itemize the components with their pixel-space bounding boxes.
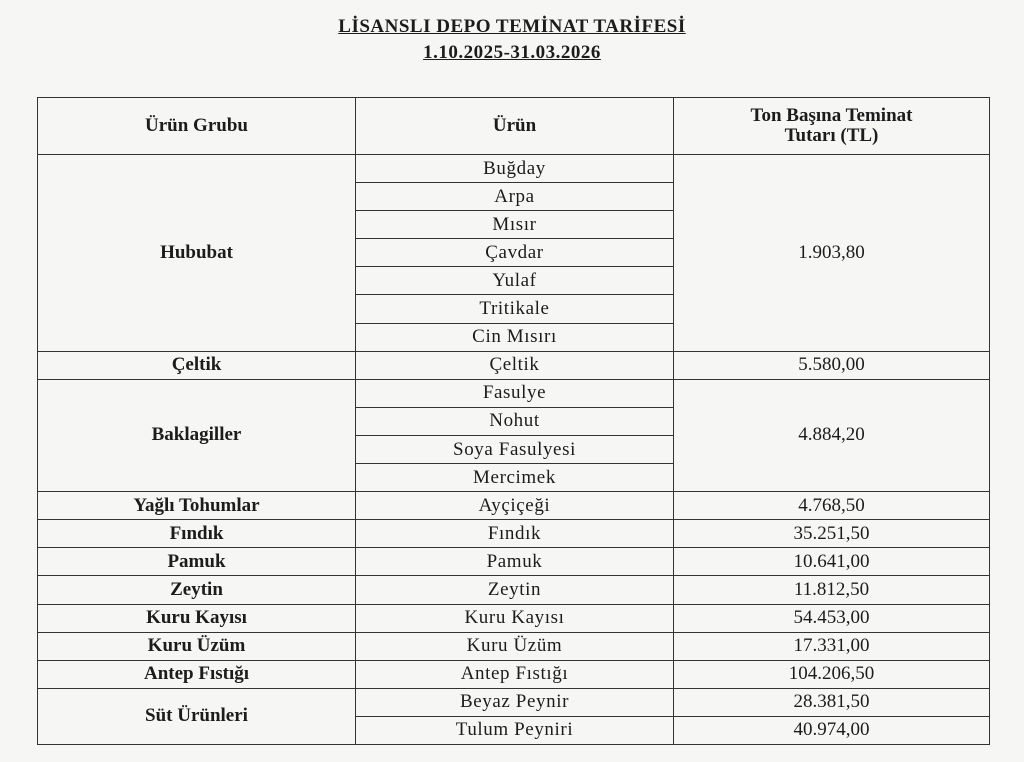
amount-cell: 11.812,50	[674, 576, 990, 604]
product-group-cell: Pamuk	[38, 548, 356, 576]
amount-cell: 10.641,00	[674, 548, 990, 576]
product-cell: Arpa	[356, 183, 674, 211]
table-row	[38, 155, 990, 183]
product-cell: Soya Fasulyesi	[356, 435, 674, 463]
product-cell: Zeytin	[356, 576, 674, 604]
product-group-cell: Yağlı Tohumlar	[38, 492, 356, 520]
product-cell: Tritikale	[356, 295, 674, 323]
amount-cell: 35.251,50	[674, 520, 990, 548]
product-cell: Tulum Peyniri	[356, 716, 674, 744]
amount-cell: 4.768,50	[674, 492, 990, 520]
table-header-row	[38, 98, 990, 155]
product-cell: Nohut	[356, 407, 674, 435]
product-group-cell: Kuru Kayısı	[38, 604, 356, 632]
product-cell: Fasulye	[356, 379, 674, 407]
product-cell: Kuru Üzüm	[356, 632, 674, 660]
product-group-cell: Hububat	[38, 155, 356, 352]
product-group-cell: Süt Ürünleri	[38, 688, 356, 744]
product-group-cell: Çeltik	[38, 351, 356, 379]
product-cell: Çavdar	[356, 239, 674, 267]
table-row	[38, 688, 990, 716]
amount-cell: 5.580,00	[674, 351, 990, 379]
table-row	[38, 379, 990, 407]
product-cell: Beyaz Peynir	[356, 688, 674, 716]
amount-cell: 17.331,00	[674, 632, 990, 660]
table-row	[38, 351, 990, 379]
table-row	[38, 576, 990, 604]
tariff-table	[37, 97, 990, 745]
column-header-group: Ürün Grubu	[38, 98, 356, 155]
product-cell: Mercimek	[356, 464, 674, 492]
product-cell: Ayçiçeği	[356, 492, 674, 520]
product-group-cell: Kuru Üzüm	[38, 632, 356, 660]
product-group-cell: Fındık	[38, 520, 356, 548]
amount-cell: 4.884,20	[674, 379, 990, 491]
amount-cell: 54.453,00	[674, 604, 990, 632]
table-row	[38, 660, 990, 688]
amount-cell: 1.903,80	[674, 155, 990, 352]
amount-cell: 104.206,50	[674, 660, 990, 688]
product-cell: Mısır	[356, 211, 674, 239]
amount-cell: 40.974,00	[674, 716, 990, 744]
table-row	[38, 520, 990, 548]
product-cell: Yulaf	[356, 267, 674, 295]
document-period: 1.10.2025-31.03.2026	[423, 42, 601, 63]
table-row	[38, 604, 990, 632]
product-cell: Cin Mısırı	[356, 323, 674, 351]
table-row	[38, 548, 990, 576]
product-cell: Pamuk	[356, 548, 674, 576]
column-header-amount: Ton Başına Teminat Tutarı (TL)	[674, 98, 990, 155]
product-cell: Buğday	[356, 155, 674, 183]
product-cell: Antep Fıstığı	[356, 660, 674, 688]
product-cell: Çeltik	[356, 351, 674, 379]
product-group-cell: Baklagiller	[38, 379, 356, 491]
product-group-cell: Zeytin	[38, 576, 356, 604]
product-group-cell: Antep Fıstığı	[38, 660, 356, 688]
table-row	[38, 492, 990, 520]
column-header-product: Ürün	[356, 98, 674, 155]
product-cell: Fındık	[356, 520, 674, 548]
table-body	[38, 155, 990, 745]
product-cell: Kuru Kayısı	[356, 604, 674, 632]
table-row	[38, 632, 990, 660]
document-title: LİSANSLI DEPO TEMİNAT TARİFESİ	[338, 16, 686, 37]
amount-cell: 28.381,50	[674, 688, 990, 716]
